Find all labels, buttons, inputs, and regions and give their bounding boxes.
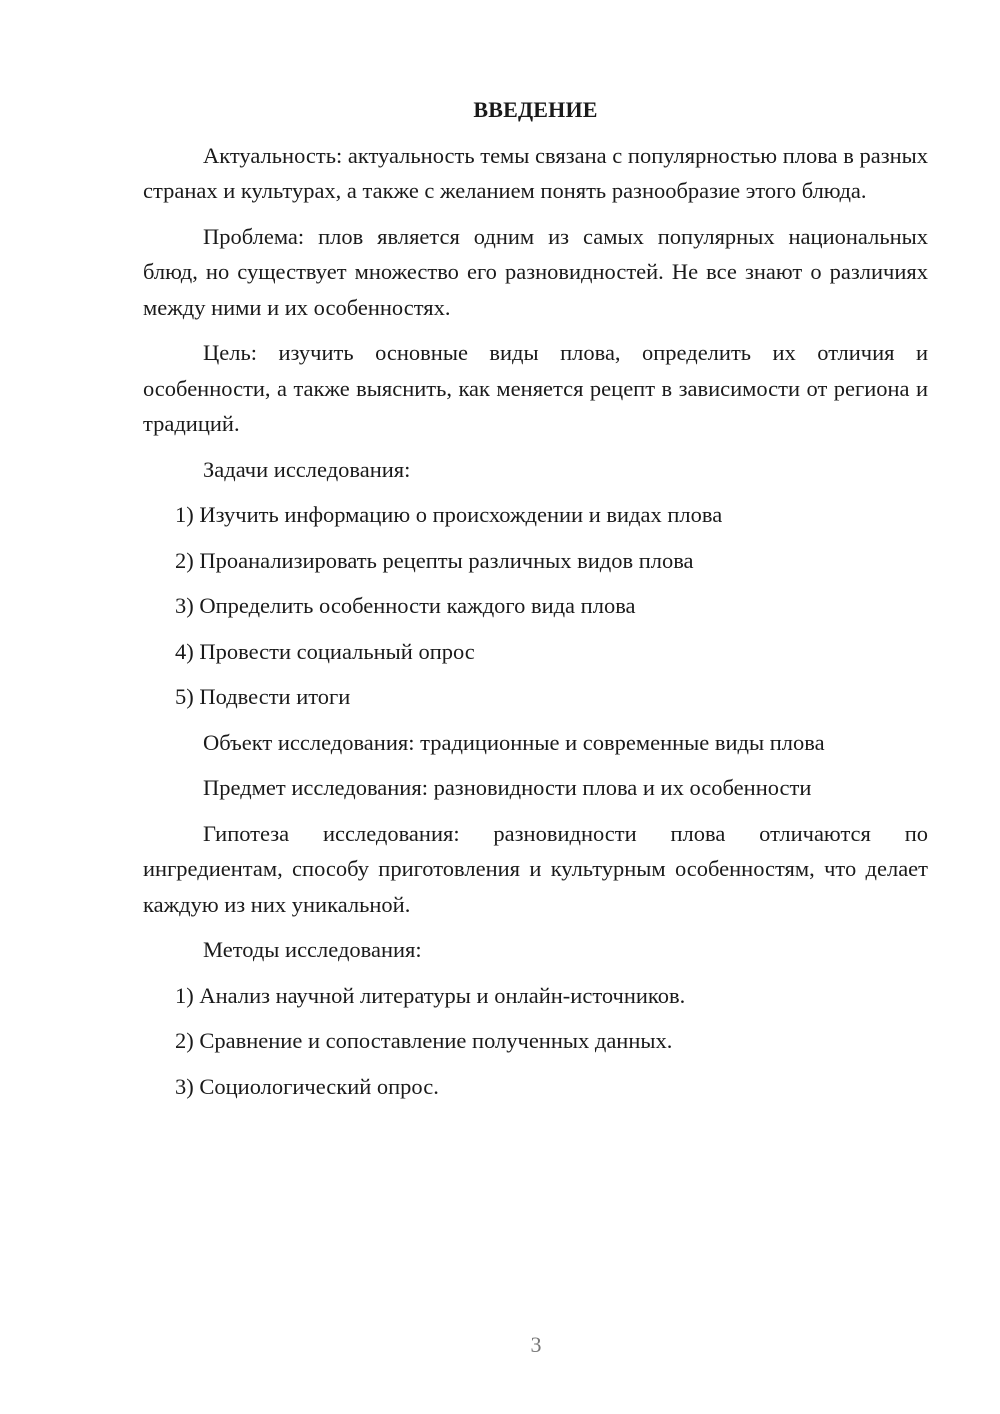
hypothesis-paragraph: Гипотеза исследования: разновидности плова отличаются по ингредиентам, способу приготовления и культурным особенностям, что делает каждую из них уникальной. xyxy=(143,820,928,917)
page-number: 3 xyxy=(530,1332,542,1357)
methods-heading: Методы исследования: xyxy=(203,937,422,962)
method-item: 2) Сравнение и сопоставление полученных данных. xyxy=(175,1028,673,1053)
task-item: 1) Изучить информацию о происхождении и видах плова xyxy=(175,502,723,527)
subject-paragraph: Предмет исследования: разновидности плова и их особенности xyxy=(203,775,812,800)
problem-paragraph: Проблема: плов является одним из самых популярных национальных блюд, но существует множество его разновидностей. Не все знают о различиях между ними и их особенностях. xyxy=(143,223,928,320)
goal-paragraph: Цель: изучить основные виды плова, определить их отличия и особенности, а также выяснить, как меняется рецепт в зависимости от региона и традиций. xyxy=(143,340,928,436)
method-item: 1) Анализ научной литературы и онлайн-источников. xyxy=(175,982,686,1008)
tasks-heading: Задачи исследования: xyxy=(203,456,411,482)
method-item: 3) Социологический опрос. xyxy=(175,1073,439,1099)
methods-list xyxy=(143,978,928,1105)
task-item: 5) Подвести итоги xyxy=(175,684,351,709)
relevance-paragraph: Актуальность: актуальность темы связана с популярностью плова в разных странах и культурах, а также с желанием понять разнообразие этого блюда. xyxy=(143,142,928,203)
task-item: 4) Провести социальный опрос xyxy=(175,638,475,664)
object-paragraph: Объект исследования: традиционные и современные виды плова xyxy=(203,729,825,755)
task-item: 3) Определить особенности каждого вида плова xyxy=(175,593,636,618)
section-title: ВВЕДЕНИЕ xyxy=(473,97,598,122)
tasks-list xyxy=(143,497,928,715)
document-page xyxy=(143,92,928,1114)
task-item: 2) Проанализировать рецепты различных видов плова xyxy=(175,547,694,573)
